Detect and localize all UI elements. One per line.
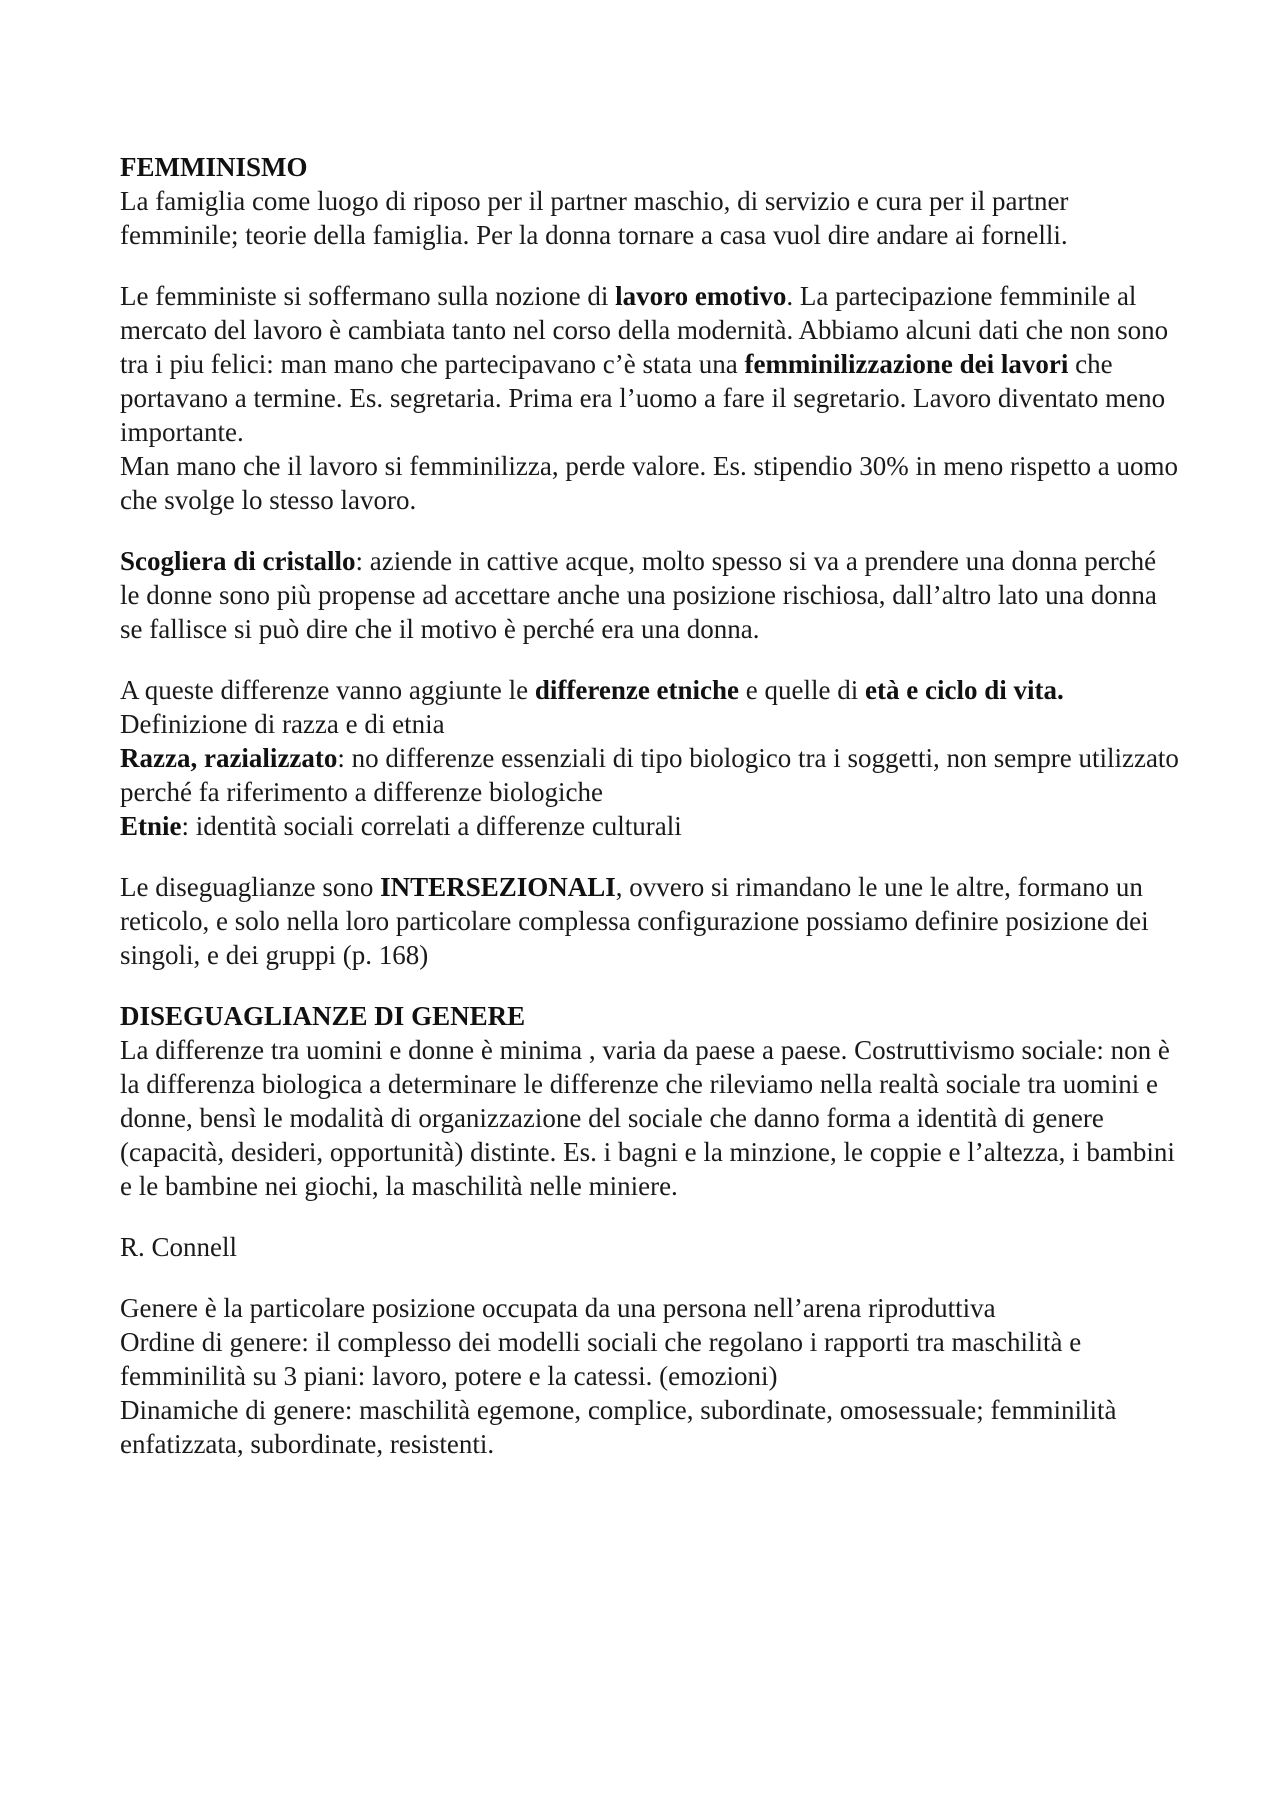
document-page — [120, 150, 1180, 1461]
paragraph-gap — [120, 252, 1180, 279]
paragraph-lavoro-emotivo: Le femministe si soffermano sulla nozione di lavoro emotivo. La partecipazione femminile al mercato del lavoro è cambiata tanto nel corso della modernità. Abbiamo alcuni dati che non sono tra i piu felici: man mano che partecipavano c’è stata una femminilizzazione dei lavori che portavano a termine. Es. segretaria. Prima era l’uomo a fare il segretario. Lavoro diventato meno importante. — [120, 281, 1169, 447]
paragraph-razza: Razza, razializzato: no differenze essenziali di tipo biologico tra i soggetti, non sempre utilizzato perché fa riferimento a differenze biologiche — [120, 743, 1179, 807]
paragraph-differenze: A queste differenze vanno aggiunte le differenze etniche e quelle di età e ciclo di vita. — [120, 675, 1064, 705]
paragraph-intersezionali: Le diseguaglianze sono INTERSEZIONALI, ovvero si rimandano le une le altre, formano un reticolo, e solo nella loro particolare complessa configurazione possiamo definire posizione dei singoli, e dei gruppi (p. 168) — [120, 872, 1149, 970]
paragraph-scogliera: Scogliera di cristallo: aziende in cattive acque, molto spesso si va a prendere una donna perché le donne sono più propense ad accettare anche una posizione rischiosa, dall’altro lato una donna se fallisce si può dire che il motivo è perché era una donna. — [120, 546, 1157, 644]
paragraph-perde-valore: Man mano che il lavoro si femminilizza, perde valore. Es. stipendio 30% in meno rispetto a uomo che svolge lo stesso lavoro. — [120, 451, 1178, 515]
paragraph-dinamiche-genere: Dinamiche di genere: maschilità egemone, complice, subordinate, omosessuale; femminilità enfatizzata, subordinate, resistenti. — [120, 1395, 1117, 1459]
paragraph-connell: R. Connell — [120, 1232, 238, 1262]
paragraph-gap — [120, 517, 1180, 544]
paragraph-gap — [120, 972, 1180, 999]
paragraph-gap — [120, 1203, 1180, 1230]
paragraph-gap — [120, 1264, 1180, 1291]
paragraph-costruttivismo: La differenze tra uomini e donne è minima , varia da paese a paese. Costruttivismo sociale: non è la differenza biologica a determinare le differenze che rileviamo nella realtà sociale tra uomini e donne, bensì le modalità di organizzazione del sociale che danno forma a identità di genere (capacità, desideri, opportunità) distinte. Es. i bagni e la minzione, le coppie e l’altezza, i bambini e le bambine nei giochi, la maschilità nelle miniere. — [120, 1035, 1175, 1201]
paragraph-gap — [120, 646, 1180, 673]
section-heading-femminismo: FEMMINISMO — [120, 152, 308, 182]
section-heading-diseguaglianze: DISEGUAGLIANZE DI GENERE — [120, 1001, 526, 1031]
paragraph-gap — [120, 843, 1180, 870]
paragraph-genere: Genere è la particolare posizione occupata da una persona nell’arena riproduttiva — [120, 1293, 996, 1323]
paragraph-etnie: Etnie: identità sociali correlati a differenze culturali — [120, 811, 682, 841]
paragraph-definizione: Definizione di razza e di etnia — [120, 709, 445, 739]
paragraph-ordine-genere: Ordine di genere: il complesso dei modelli sociali che regolano i rapporti tra maschilità e femminilità su 3 piani: lavoro, potere e la catessi. (emozioni) — [120, 1327, 1082, 1391]
paragraph-famiglia: La famiglia come luogo di riposo per il partner maschio, di servizio e cura per il partner femminile; teorie della famiglia. Per la donna tornare a casa vuol dire andare ai fornelli. — [120, 186, 1069, 250]
